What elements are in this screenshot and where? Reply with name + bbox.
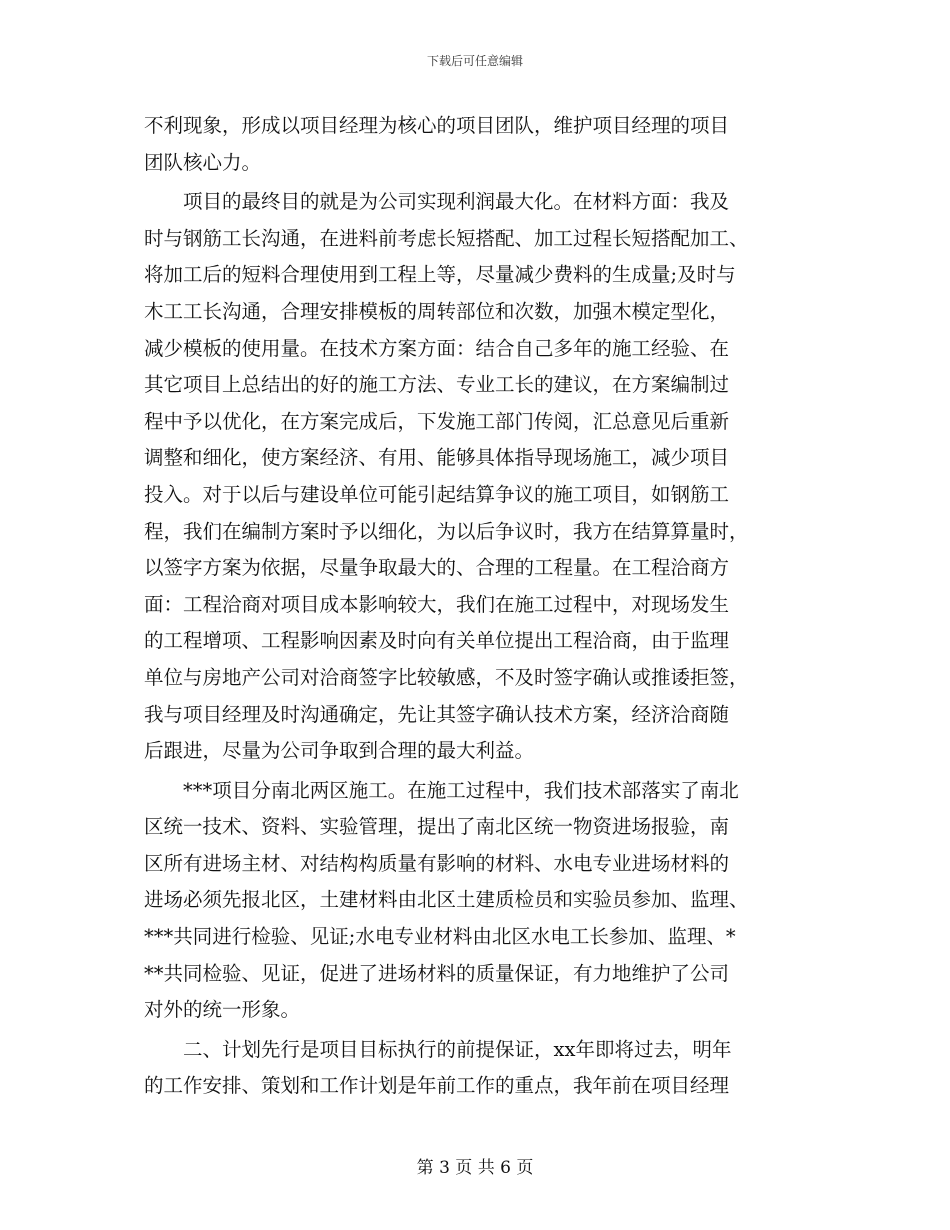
text-line: 以签字方案为依据，尽量争取最大的、合理的工程量。在工程洽商方 [144,556,730,580]
body-text [144,108,804,1105]
text-line: 区所有进场主材、对结构构质量有影响的材料、水电专业进场材料的 [144,851,730,875]
text-line: 时与钢筋工长沟通，在进料前考虑长短搭配、加工过程长短搭配加工、 [144,226,749,250]
text-line: 团队核心力。 [144,150,262,174]
text-line: 其它项目上总结出的好的施工方法、专业工长的建议，在方案编制过 [144,373,730,397]
text-line: 程，我们在编制方案时予以细化，为以后争议时，我方在结算算量时， [144,519,749,543]
text-line: 区统一技术、资料、实验管理，提出了南北区统一物资进场报验，南 [144,815,730,839]
text-line: 进场必须先报北区，土建材料由北区土建质检员和实验员参加、监理、 [144,888,749,912]
text-line: 我与项目经理及时沟通确定，先让其签字确认技术方案，经济洽商随 [144,702,730,726]
text-line: 面：工程洽商对项目成本影响较大，我们在施工过程中，对现场发生 [144,592,730,616]
text-line: 对外的统一形象。 [144,998,301,1022]
text-line: 调整和细化，使方案经济、有用、能够具体指导现场施工，减少项目 [144,446,730,470]
text-line: 的工程增项、工程影响因素及时向有关单位提出工程洽商，由于监理 [144,629,730,653]
text-line: 将加工后的短料合理使用到工程上等，尽量减少费料的生成量;及时与 [144,263,736,287]
text-line: 木工工长沟通，合理安排模板的周转部位和次数，加强木模定型化， [144,299,730,323]
text-line: ***共同进行检验、见证;水电专业材料由北区水电工长参加、监理、* [144,925,736,949]
page-footer: 第 3 页 共 6 页 [416,1158,534,1178]
text-line: **共同检验、见证，促进了进场材料的质量保证，有力地维护了公司 [144,961,730,985]
text-line: 的工作安排、策划和工作计划是年前工作的重点，我年前在项目经理 [144,1074,730,1098]
text-line: 单位与房地产公司对洽商签字比较敏感，不及时签字确认或推诿拒签， [144,665,749,689]
text-line: 投入。对于以后与建设单位可能引起结算争议的施工项目，如钢筋工 [144,482,730,506]
page-header: 下载后可任意编辑 [426,54,523,68]
text-line: 不利现象，形成以项目经理为核心的项目团队，维护项目经理的项目 [144,114,730,137]
text-line: 后跟进，尽量为公司争取到合理的最大利益。 [144,739,535,763]
text-line: 二、计划先行是项目目标执行的前提保证，xx年即将过去，明年 [144,1037,732,1061]
text-line: 减少模板的使用量。在技术方案方面：结合自己多年的施工经验、在 [144,336,730,360]
text-line: 程中予以优化，在方案完成后，下发施工部门传阅，汇总意见后重新 [144,409,730,433]
text-line: ***项目分南北两区施工。在施工过程中，我们技术部落实了南北 [144,778,739,802]
text-line: 项目的最终目的就是为公司实现利润最大化。在材料方面：我及 [144,190,730,214]
